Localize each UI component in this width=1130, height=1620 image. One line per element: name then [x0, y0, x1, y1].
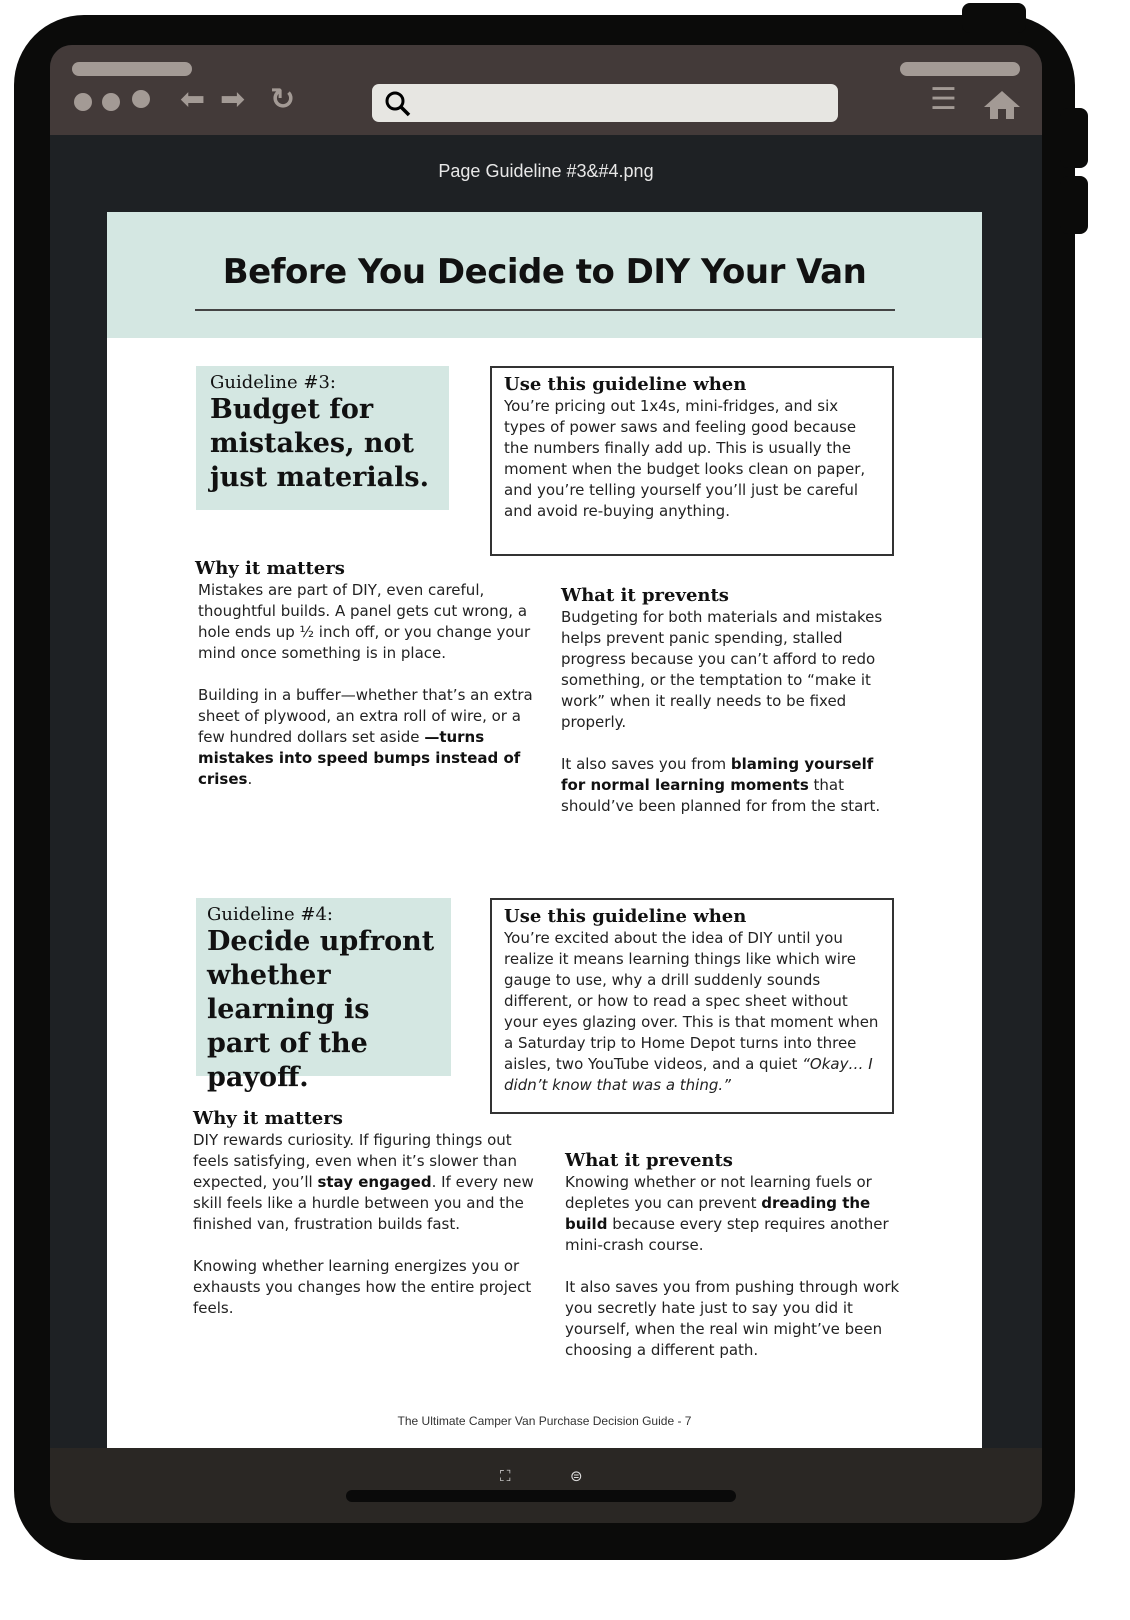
prevents-paragraph: [565, 1172, 900, 1256]
why-heading: Why it matters: [195, 558, 345, 579]
text: DIY rewards curiosity. If figuring things out feels satisfying, even when it’s slower than expected, you’ll: [193, 1131, 517, 1191]
text-scan-icon[interactable]: ⊜: [570, 1467, 583, 1485]
home-icon[interactable]: [982, 89, 1022, 121]
bold-text: dreading the build: [565, 1194, 871, 1233]
guideline-label: Guideline #3:: [210, 372, 336, 393]
why-it-matters-section: [193, 1108, 538, 1319]
menu-icon[interactable]: ☰: [930, 82, 957, 117]
why-paragraph: [193, 1130, 538, 1235]
text: Building in a buffer—whether that’s an extra sheet of plywood, an extra roll of wire, or a few hundred dollars set aside: [198, 686, 533, 746]
power-button[interactable]: [962, 3, 1026, 33]
italic-quote: “Okay… I didn’t know that was a thing.”: [504, 1055, 873, 1094]
prevents-paragraph: [561, 754, 891, 817]
scan-icon[interactable]: ⛶: [500, 1467, 511, 1485]
prevents-heading: What it prevents: [565, 1150, 733, 1171]
guideline-headline: Budget for mistakes, not just materials.: [210, 394, 430, 493]
forward-arrow-icon[interactable]: ➡: [220, 82, 246, 117]
bold-text: stay engaged: [317, 1173, 432, 1191]
guideline-label: Guideline #4:: [207, 904, 333, 925]
use-when-box: [490, 366, 894, 556]
bold-text: blaming yourself for normal learning moments: [561, 755, 874, 794]
prevents-paragraph: Budgeting for both materials and mistakes helps prevent panic spending, stalled progress because you can’t afford to redo something, or the temptation to “make it work” when it really needs to be fixed properly.: [561, 608, 883, 731]
text: because every step requires another mini-crash course.: [565, 1215, 889, 1254]
window-dot-icon[interactable]: [74, 93, 92, 111]
guideline-4-box: [196, 898, 451, 1093]
why-heading: Why it matters: [193, 1108, 343, 1129]
file-name: Page Guideline #3&#4.png: [438, 161, 654, 181]
use-when-heading: Use this guideline when: [504, 906, 747, 927]
prevents-paragraph: It also saves you from pushing through work you secretly hate just to say you did it yourself, when the real win might’ve been choosing a different path.: [565, 1278, 900, 1359]
search-icon: [384, 90, 412, 118]
guideline-3-box: [196, 366, 449, 510]
text: Mistakes are part of DIY, even careful, thoughtful builds. A panel gets cut wrong, a hole ends up ½ inch off, or you change your mind once something is in place.: [198, 581, 531, 662]
page-title: Before You Decide to DIY Your Van: [222, 252, 867, 292]
page-footer: The Ultimate Camper Van Purchase Decision Guide - 7: [397, 1414, 692, 1428]
text: .: [247, 770, 253, 788]
volume-down-button[interactable]: [1060, 176, 1088, 234]
bottom-bar: [50, 1448, 1042, 1523]
what-it-prevents-section: [561, 585, 891, 817]
text: . If every new skill feels like a hurdle between you and the finished van, frustration builds fast.: [193, 1173, 534, 1233]
guideline-headline: Decide upfront whether learning is part of the payoff.: [207, 926, 435, 1093]
tab-pill[interactable]: [900, 62, 1020, 76]
back-arrow-icon[interactable]: ⬅: [180, 82, 206, 117]
use-when-text: [504, 928, 880, 1096]
window-dot-icon[interactable]: [102, 93, 120, 111]
prevents-heading: What it prevents: [561, 585, 729, 606]
text: that should’ve been planned for from the start.: [561, 776, 881, 815]
text: It also saves you from: [561, 755, 731, 773]
text: You’re excited about the idea of DIY until you realize it means learning things like which wire gauge to use, why a drill suddenly sounds different, or how to read a spec sheet without your eyes glazing over. This is that moment when a Saturday trip to Home Depot turns into three aisles, two YouTube videos, and a quiet: [504, 929, 879, 1073]
search-input[interactable]: [372, 84, 838, 122]
use-when-heading: Use this guideline when: [504, 374, 747, 395]
why-paragraph: [195, 685, 535, 790]
use-when-text: You’re pricing out 1x4s, mini-fridges, and six types of power saws and feeling good because the numbers finally add up. This is usually the moment when the budget looks clean on paper, and you’re telling yourself you’ll just be careful and avoid re-buying anything.: [504, 397, 866, 520]
tab-pill[interactable]: [72, 62, 192, 76]
reload-icon[interactable]: ↻: [270, 82, 296, 117]
screen: [50, 45, 1042, 1523]
why-paragraph: Knowing whether learning energizes you or exhausts you changes how the entire project feels.: [193, 1257, 532, 1317]
text: Knowing whether or not learning fuels or depletes you can prevent: [565, 1173, 872, 1212]
volume-up-button[interactable]: [1060, 108, 1088, 168]
use-when-box: [490, 898, 894, 1114]
window-dot-icon[interactable]: [132, 90, 150, 108]
bold-text: —turns mistakes into speed bumps instead of crises: [198, 728, 521, 788]
what-it-prevents-section: [565, 1150, 900, 1361]
browser-toolbar: [50, 45, 1042, 135]
why-it-matters-section: [195, 558, 535, 790]
title-divider: [195, 309, 895, 311]
document-page: [107, 212, 982, 1448]
home-indicator[interactable]: [346, 1490, 736, 1502]
why-paragraph: [195, 580, 535, 664]
